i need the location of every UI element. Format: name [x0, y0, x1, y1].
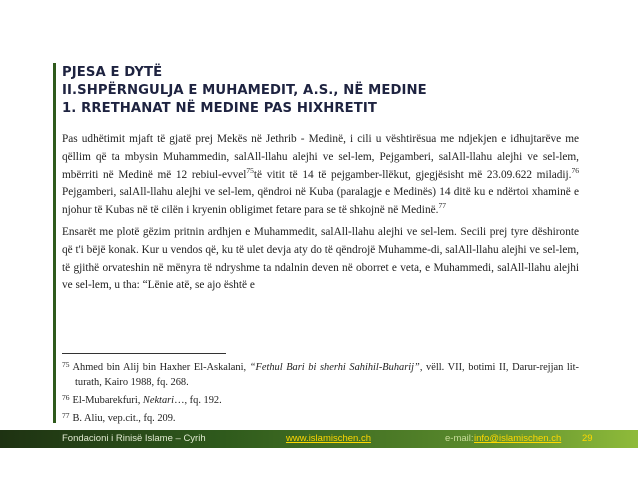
footnote-number: 77	[62, 411, 70, 420]
footnote-title: “Fethul Bari bi sherhi Sahihil-Buharij”,	[249, 362, 423, 373]
paragraph-2: Ensarët me plotë gëzim pritnin ardhjen e Muhammedit, salAll-llahu alejhi ve sel-lem. Secili prej tyre dëshironte që t'i bëjë konak. Kur u vendos që, ku të ulet devja aty do të qëndrojë Muhamme-di, salAll-llahu alejhi ve sel-lem, të gjithë orvateshin në mënyra të ndryshme ta ndalnin deven në oborret e veta, e Muhammedi, salAll-llahu alejhi ve sel-lem, u tha: “Lënie atë, se ajo është e	[62, 225, 579, 292]
paragraph-1-part-3: Pejgamberi, salAll-llahu alejhi ve sel-lem, qëndroi në Kuba (paralagje e Medinës) 14 ditë ku e ndërtoi xhaminë e njohur të Kubas në të cilën i kryenin obligimet fetare para se të shkojnë në Medinë.	[62, 186, 579, 217]
footnote-ref-77[interactable]: 77	[438, 201, 446, 211]
footer-email-link[interactable]: info@islamischen.ch	[474, 433, 562, 444]
footnote-text: B. Aliu, vep.cit., fq. 209.	[72, 413, 176, 424]
footnote-number: 76	[62, 393, 70, 402]
footnote-title: Nektari	[142, 395, 175, 406]
footnote-77	[62, 408, 579, 426]
left-margin-bar	[53, 63, 56, 423]
paragraph-1	[62, 131, 579, 220]
footnote-text: Ahmed bin Alij bin Haxher El-Askalani,	[72, 362, 250, 373]
section-title: 1. RRETHANAT NË MEDINE PAS HIXHRETIT	[62, 101, 377, 116]
footnote-76	[62, 390, 579, 408]
footnote-text: vëll. VII, botimi II, Darur-rejjan lit-turath, Kairo 1988, fq. 268.	[75, 362, 579, 388]
body-text	[62, 131, 579, 299]
footnote-text: El-Mubarekfuri,	[72, 395, 143, 406]
footer-organization: Fondacioni i Rinisë Islame – Cyrih	[62, 433, 206, 444]
footnote-ref-76[interactable]: 76	[571, 165, 580, 175]
footnote-number: 75	[62, 360, 70, 369]
page-footer	[0, 430, 638, 448]
paragraph-1-part-2: të vitit të 14 të pejgamber-llëkut, gjegjësisht më 23.09.622 miladij.	[253, 168, 572, 181]
section-headings	[62, 64, 582, 118]
footnote-75	[62, 357, 579, 390]
footer-website-link[interactable]: www.islamischen.ch	[286, 433, 371, 444]
footnotes	[62, 357, 579, 426]
part-title: PJESA E DYTË	[62, 65, 163, 80]
footer-email-label: e-mail:	[445, 433, 474, 444]
footnote-ref-75[interactable]: 75	[246, 165, 254, 175]
footnote-separator	[62, 353, 226, 354]
paragraph-1-part-1: Pas udhëtimit mjaft të gjatë prej Mekës në Jethrib - Medinë, i cili u vështirësua me ndjekjen e idhujtarëve me qëllim që ta mbysin Muhammedin, salAll-llahu alejhi ve sel-lem, Pejgamberi, salAll-llahu alejhi ve sel-lem, mbërriti në Medinë më 12 rebiul-evvel	[62, 133, 579, 181]
footnote-text: …, fq. 192.	[174, 395, 222, 406]
page-number: 29	[582, 433, 593, 444]
chapter-title: II.SHPËRNGULJA E MUHAMEDIT, A.S., NË MEDINE	[62, 83, 427, 98]
